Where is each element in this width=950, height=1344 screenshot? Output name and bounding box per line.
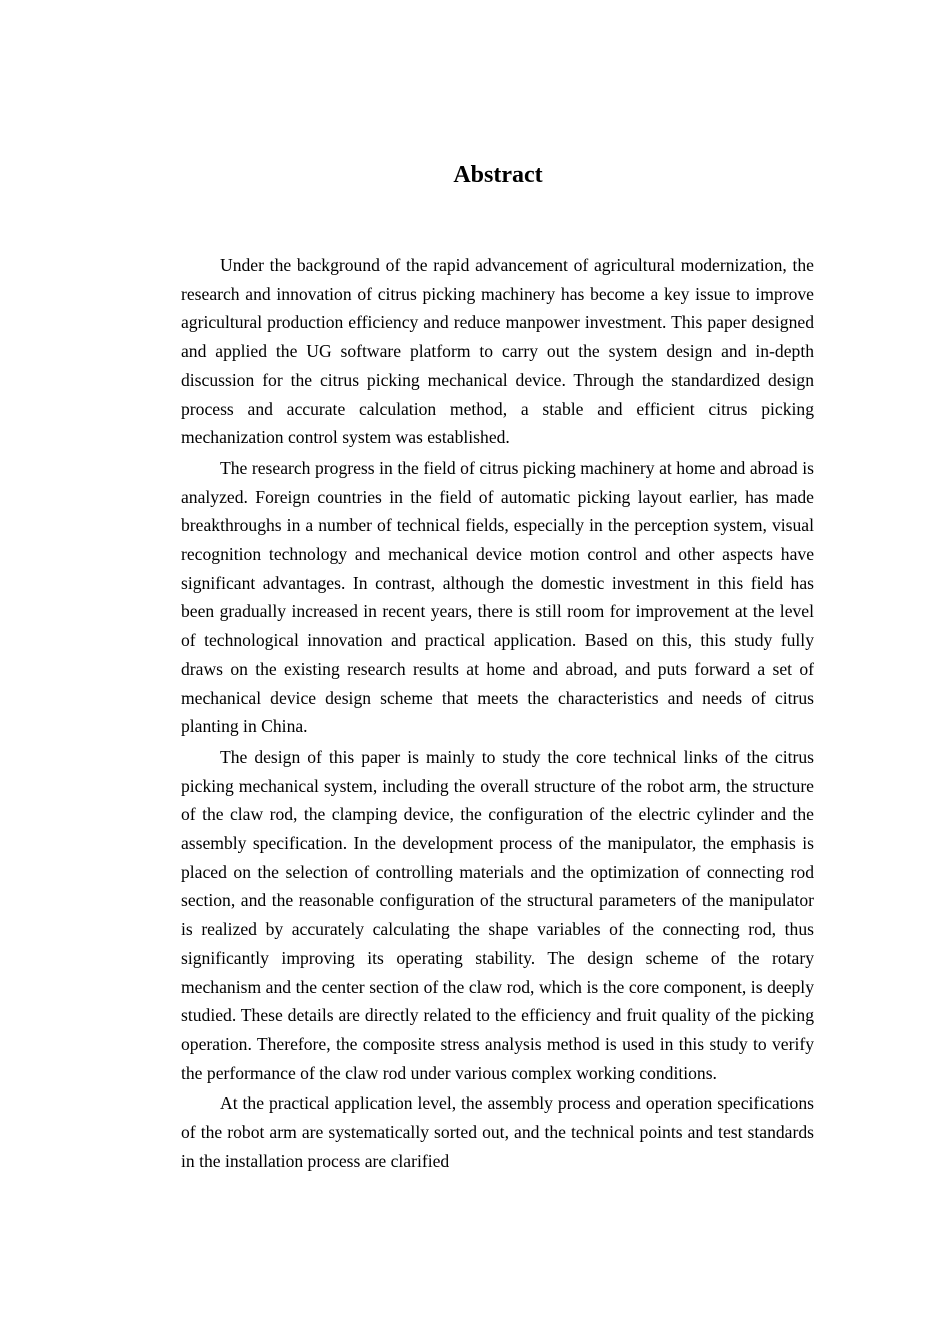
paragraph-4: At the practical application level, the assembly process and operation specifications of the robot arm are systematically sorted out, and the technical points and test standards in the installation process are clarified (181, 1093, 814, 1171)
page-title: Abstract (453, 162, 543, 188)
paragraph-2: The research progress in the field of citrus picking machinery at home and abroad is analyzed. Foreign countries in the field of automatic picking layout earlier, has made breakthroughs in a number of technical fields, especially in the perception system, visual recognition technology and mechanical device motion control and other aspects have significant advantages. In contrast, although the domestic investment in this field has been gradually increased in recent years, there is still room for improvement at the level of technological innovation and practical application. Based on this, this study fully draws on the existing research results at home and abroad, and puts forward a set of mechanical device design scheme that meets the characteristics and needs of citrus planting in China. (181, 457, 814, 737)
abstract-body (181, 251, 814, 1178)
paragraph-1: Under the background of the rapid advancement of agricultural modernization, the research and innovation of citrus picking machinery has become a key issue to improve agricultural production efficiency and reduce manpower investment. This paper designed and applied the UG software platform to carry out the system design and in-depth discussion for the citrus picking mechanical device. Through the standardized design process and accurate calculation method, a stable and efficient citrus picking mechanization control system was established. (181, 255, 814, 448)
paragraph-3: The design of this paper is mainly to study the core technical links of the citrus picking mechanical system, including the overall structure of the robot arm, the structure of the claw rod, the clamping device, the configuration of the electric cylinder and the assembly specification. In the development process of the manipulator, the emphasis is placed on the selection of controlling materials and the optimization of connecting rod section, and the reasonable configuration of the structural parameters of the manipulator is realized by accurately calculating the shape variables of the connecting rod, thus significantly improving its operating stability. The design scheme of the rotary mechanism and the center section of the claw rod, which is the core component, is deeply studied. These details are directly related to the efficiency and fruit quality of the picking operation. Therefore, the composite stress analysis method is used in this study to verify the performance of the claw rod under various complex working conditions. (181, 746, 814, 1083)
